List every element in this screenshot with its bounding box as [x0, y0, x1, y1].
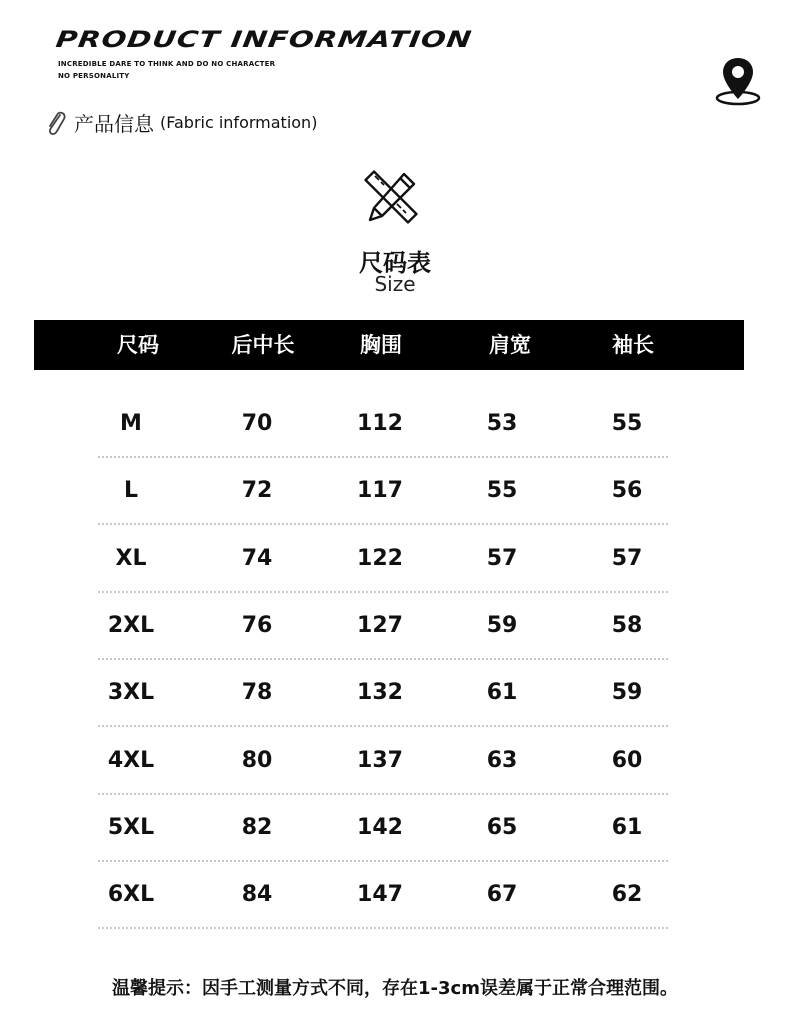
page-headline: PRODUCT INFORMATION	[54, 26, 474, 53]
cell-chest: 147	[357, 882, 403, 907]
cell-back-length: 82	[241, 815, 273, 840]
cell-sleeve: 61	[611, 815, 643, 840]
cell-size: 3XL	[107, 680, 155, 705]
cell-back-length: 78	[241, 680, 273, 705]
cell-back-length: 76	[241, 613, 273, 638]
table-row	[0, 659, 790, 726]
cell-sleeve: 58	[611, 613, 643, 638]
size-table-header	[34, 320, 744, 370]
cell-shoulder: 53	[486, 411, 518, 436]
cell-back-length: 70	[241, 411, 273, 436]
column-header-sleeve: 袖长	[612, 333, 654, 357]
cell-size: M	[120, 411, 142, 436]
fabric-info-heading	[44, 108, 317, 137]
cell-size: 6XL	[107, 882, 155, 907]
size-chart-title-cn: 尺码表	[359, 249, 431, 277]
table-row	[0, 861, 790, 928]
location-pin-icon	[714, 54, 762, 108]
cell-chest: 117	[357, 478, 403, 503]
table-row	[0, 727, 790, 794]
cell-chest: 137	[357, 748, 403, 773]
paperclip-icon	[44, 109, 70, 137]
cell-size: 5XL	[107, 815, 155, 840]
cell-size: L	[123, 478, 139, 503]
cell-chest: 122	[357, 546, 403, 571]
cell-chest: 132	[357, 680, 403, 705]
cell-sleeve: 55	[611, 411, 643, 436]
column-header-chest: 胸围	[360, 333, 402, 357]
column-header-shoulder: 肩宽	[489, 333, 531, 357]
row-separator	[98, 927, 668, 929]
table-row	[0, 525, 790, 592]
cell-sleeve: 60	[611, 748, 643, 773]
size-chart-title-en: Size	[374, 272, 416, 296]
cell-sleeve: 59	[611, 680, 643, 705]
cell-chest: 142	[357, 815, 403, 840]
cell-back-length: 84	[241, 882, 273, 907]
fabric-info-title-en: (Fabric information)	[160, 113, 318, 132]
table-row	[0, 592, 790, 659]
measurement-tip: 温馨提示：因手工测量方式不同，存在1-3cm误差属于正常合理范围。	[112, 978, 678, 999]
cell-chest: 112	[357, 411, 403, 436]
cell-back-length: 80	[241, 748, 273, 773]
cell-sleeve: 56	[611, 478, 643, 503]
cell-shoulder: 61	[486, 680, 518, 705]
ruler-pencil-icon	[360, 166, 422, 228]
cell-sleeve: 57	[611, 546, 643, 571]
cell-shoulder: 59	[486, 613, 518, 638]
table-row	[0, 794, 790, 861]
tagline-line-1: INCREDIBLE DARE TO THINK AND DO NO CHARACTER	[58, 60, 276, 68]
cell-size: 4XL	[107, 748, 155, 773]
column-header-back-length: 后中长	[231, 333, 295, 357]
cell-shoulder: 67	[486, 882, 518, 907]
fabric-info-title-cn: 产品信息	[74, 112, 154, 136]
cell-size: XL	[115, 546, 147, 571]
column-header-size: 尺码	[117, 333, 159, 357]
tagline-line-2: NO PERSONALITY	[58, 72, 130, 80]
table-row	[0, 390, 790, 457]
cell-back-length: 72	[241, 478, 273, 503]
table-row	[0, 457, 790, 524]
cell-chest: 127	[357, 613, 403, 638]
cell-sleeve: 62	[611, 882, 643, 907]
cell-shoulder: 55	[486, 478, 518, 503]
cell-shoulder: 65	[486, 815, 518, 840]
cell-shoulder: 57	[486, 546, 518, 571]
cell-shoulder: 63	[486, 748, 518, 773]
cell-size: 2XL	[107, 613, 155, 638]
cell-back-length: 74	[241, 546, 273, 571]
